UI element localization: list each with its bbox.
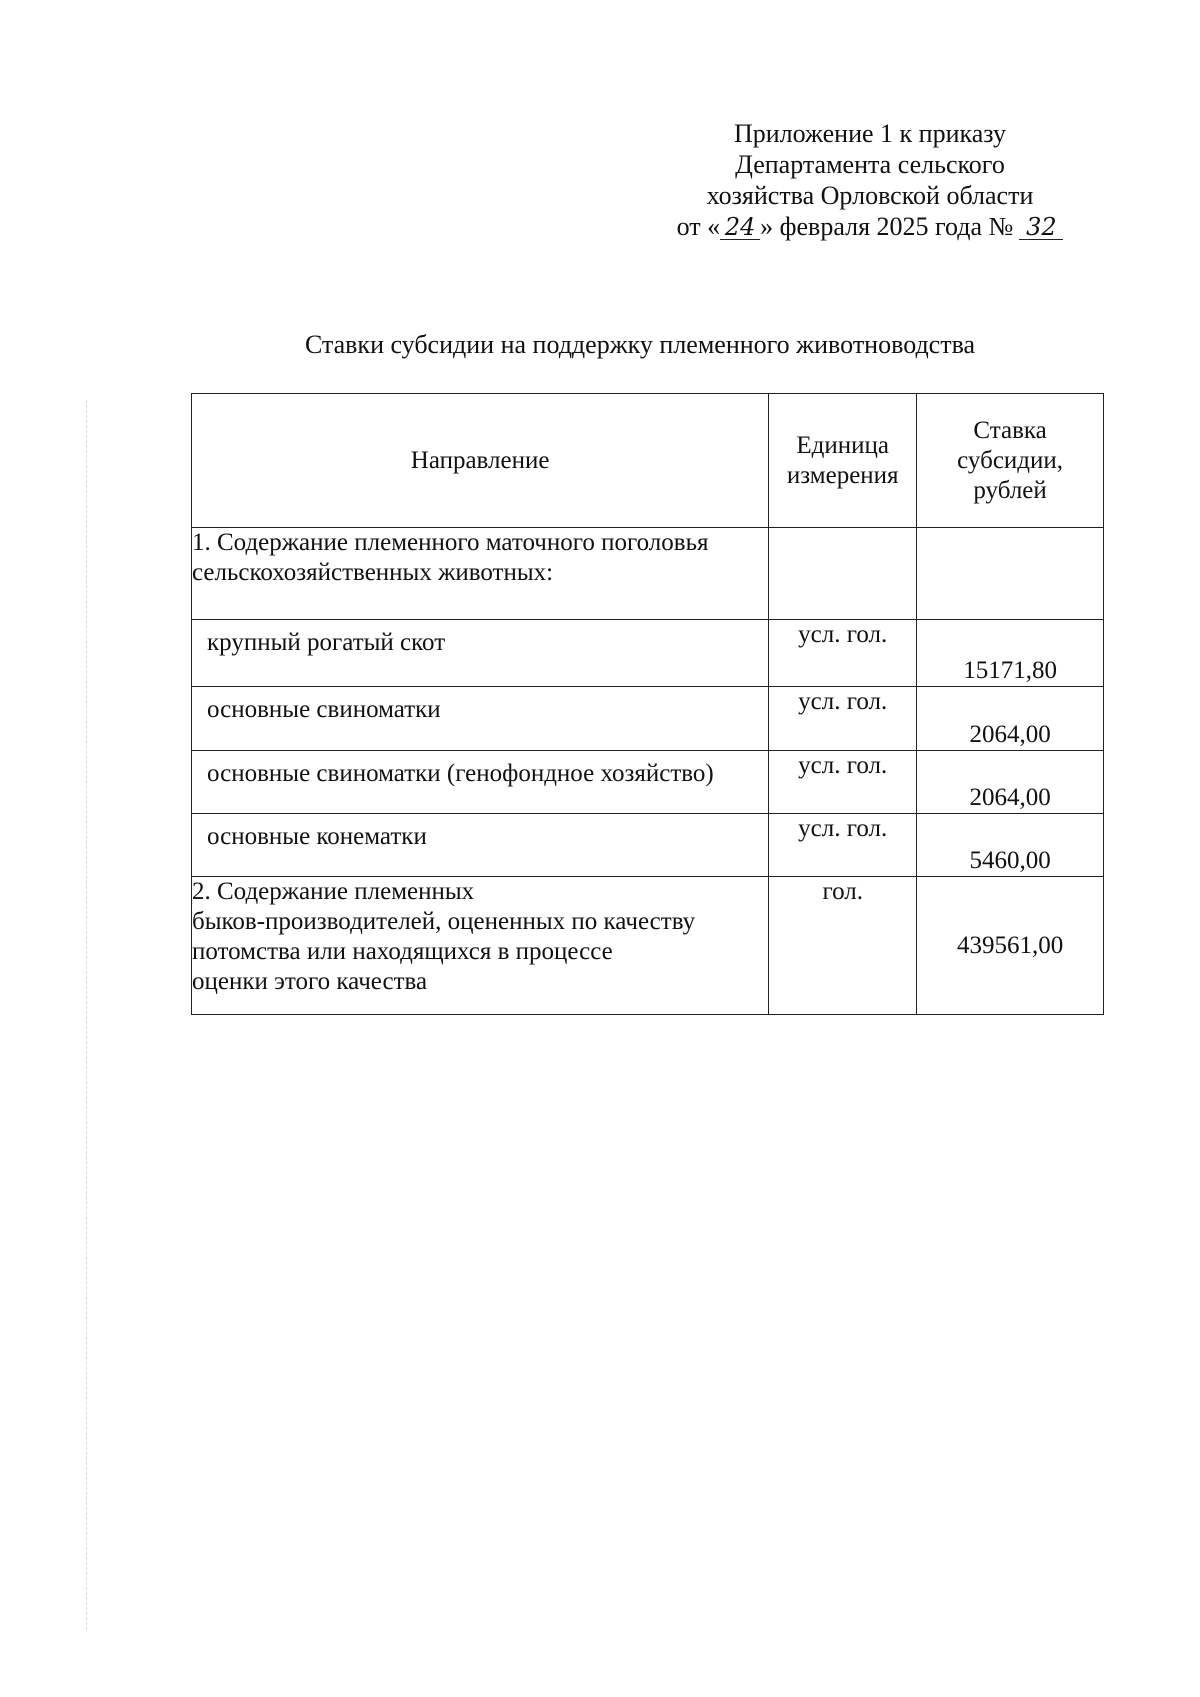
table-header-row: [192, 394, 1104, 528]
appendix-line-2: Департамента сельского: [735, 150, 1005, 179]
cell-rate: 2064,00: [917, 751, 1104, 814]
subsidy-rates-table: [191, 393, 1104, 1015]
cell-rate: 439561,00: [917, 877, 1104, 1015]
table-row: [192, 814, 1104, 877]
header-unit-line-1: Единица: [796, 431, 890, 459]
cell-direction: основные свиноматки (генофондное хозяйство): [192, 751, 769, 814]
cell-direction-line-1: 2. Содержание племенных: [192, 878, 475, 905]
cell-rate: [917, 528, 1104, 620]
header-rate-line-3: рублей: [973, 476, 1047, 504]
scan-edge-marks: [86, 400, 87, 1630]
header-rate-line-1: Ставка: [973, 416, 1047, 444]
appendix-date-line: [660, 211, 1080, 242]
cell-rate: 5460,00: [917, 814, 1104, 877]
table-row: [192, 877, 1104, 1015]
document-title: Ставки субсидии на поддержку племенного животноводства: [304, 330, 976, 359]
appendix-line-3: хозяйства Орловской области: [706, 181, 1034, 210]
date-suffix: » февраля 2025 года №: [760, 212, 1014, 241]
header-rate-line-2: субсидии,: [957, 446, 1064, 474]
header-unit-line-2: измерения: [786, 461, 899, 489]
cell-unit: усл. гол.: [769, 620, 917, 687]
header-unit: [769, 394, 917, 528]
table-row: [192, 528, 1104, 620]
cell-direction-line-2: быков-производителей, оцененных по качеству: [192, 908, 696, 935]
header-rate: [917, 394, 1104, 528]
date-prefix: от «: [676, 212, 721, 241]
cell-direction-line-3: потомства или находящихся в процессе: [192, 938, 613, 965]
cell-direction: основные конематки: [192, 814, 769, 877]
cell-unit: усл. гол.: [769, 751, 917, 814]
appendix-header: [660, 118, 1080, 242]
cell-unit: усл. гол.: [769, 687, 917, 751]
cell-direction: крупный рогатый скот: [192, 620, 769, 687]
table-row: [192, 620, 1104, 687]
cell-direction: 1. Содержание племенного маточного поголовья сельскохозяйственных животных:: [192, 528, 769, 620]
cell-direction: основные свиноматки: [192, 687, 769, 751]
appendix-line-1: Приложение 1 к приказу: [733, 119, 1006, 148]
table-row: [192, 687, 1104, 751]
cell-unit: гол.: [769, 877, 917, 1015]
table-row: [192, 751, 1104, 814]
cell-rate: 15171,80: [917, 620, 1104, 687]
cell-rate: 2064,00: [917, 687, 1104, 751]
header-direction: Направление: [192, 394, 769, 528]
handwritten-day: 24: [720, 215, 760, 240]
cell-direction: [192, 877, 769, 1015]
cell-unit: усл. гол.: [769, 814, 917, 877]
handwritten-order-number: 32: [1019, 215, 1063, 240]
cell-unit: [769, 528, 917, 620]
cell-direction-line-4: оценки этого качества: [192, 968, 428, 995]
